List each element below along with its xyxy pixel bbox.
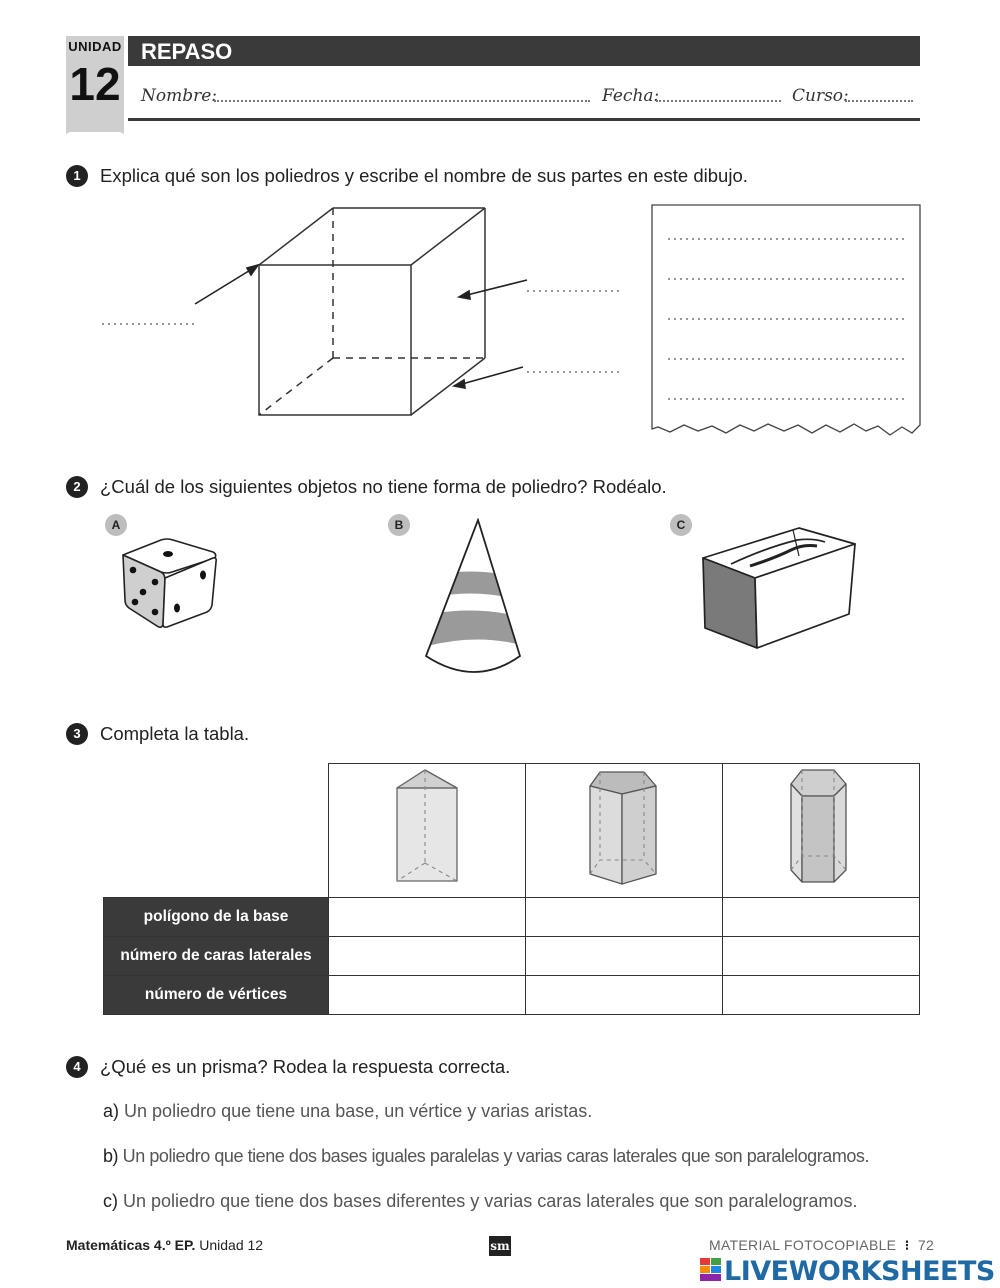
torn-paper-note: [650, 203, 922, 439]
liveworksheets-watermark: LIVEWORKSHEETS: [724, 1256, 995, 1287]
dice-icon[interactable]: [115, 530, 225, 630]
answer-text: Un poliedro que tiene dos bases iguales paralelas y varias caras laterales que son paralelogramos.: [122, 1146, 870, 1166]
option-a-badge[interactable]: A: [105, 514, 127, 536]
question-3-text: Completa la tabla.: [100, 723, 250, 744]
question-4-text: ¿Qué es un prisma? Rodea la respuesta correcta.: [100, 1056, 511, 1077]
page-title: REPASO: [141, 39, 233, 64]
table-corner: [104, 764, 329, 898]
option-c-badge[interactable]: C: [670, 514, 692, 536]
publisher-logo: sm: [489, 1236, 511, 1256]
row-header-vertices: número de vértices: [104, 976, 329, 1015]
unit-number: 12: [69, 58, 121, 110]
answer-letter: b): [103, 1146, 119, 1166]
tissue-box-icon[interactable]: [695, 520, 860, 652]
cone-icon[interactable]: [420, 518, 525, 684]
page-number: 72: [917, 1237, 935, 1253]
figure-cell-1: [329, 764, 526, 898]
footer-copy-note: MATERIAL FOTOCOPIABLE: [709, 1237, 897, 1253]
course-label: Curso:: [792, 86, 849, 106]
unit-tab-notch: [66, 116, 124, 134]
answer-letter: c): [103, 1191, 118, 1211]
answer-text: Un poliedro que tiene dos bases diferentes y varias caras laterales que son paralelogramos.: [123, 1191, 858, 1211]
answer-cell[interactable]: [526, 898, 723, 937]
cube-drawing: [95, 200, 635, 425]
date-label: Fecha:: [602, 86, 660, 106]
table-figure-row: [104, 764, 920, 898]
answer-text: Un poliedro que tiene una base, un vértice y varias aristas.: [124, 1101, 593, 1121]
question-4-number: 4: [66, 1056, 88, 1078]
figure-cell-2: [526, 764, 723, 898]
answer-cell[interactable]: [329, 898, 526, 937]
row-header-lateral-faces: número de caras laterales: [104, 937, 329, 976]
date-field[interactable]: [656, 100, 781, 102]
question-1-text: Explica qué son los poliedros y escribe el nombre de sus partes en este dibujo.: [100, 165, 748, 186]
table-row: [104, 937, 920, 976]
liveworksheets-logo-icon: [700, 1258, 722, 1282]
name-field[interactable]: [214, 100, 590, 102]
title-bar: [128, 36, 920, 66]
answer-option-c[interactable]: [103, 1189, 857, 1213]
footer-book-title: Matemáticas 4.º EP.: [66, 1237, 196, 1253]
question-3-number: 3: [66, 723, 88, 745]
table-row: [104, 976, 920, 1015]
footer-book-info: [66, 1237, 263, 1253]
question-1-number: 1: [66, 165, 88, 187]
name-label: Nombre:: [141, 86, 218, 106]
table-row: [104, 898, 920, 937]
question-2-number: 2: [66, 476, 88, 498]
answer-cell[interactable]: [723, 898, 920, 937]
header-rule: [128, 118, 920, 121]
answer-cell[interactable]: [723, 937, 920, 976]
answer-cell[interactable]: [723, 976, 920, 1015]
footer-copy-info: MATERIAL FOTOCOPIABLE ⁝ 72: [709, 1237, 935, 1253]
answer-option-a[interactable]: [103, 1099, 592, 1123]
properties-table: [103, 763, 920, 1015]
option-b-badge[interactable]: B: [388, 514, 410, 536]
answer-cell[interactable]: [329, 976, 526, 1015]
pentagonal-prism-icon: [584, 768, 664, 888]
triangular-prism-icon: [387, 768, 467, 888]
row-header-base-polygon: polígono de la base: [104, 898, 329, 937]
question-2-text: ¿Cuál de los siguientes objetos no tiene forma de poliedro? Rodéalo.: [100, 476, 667, 497]
answer-letter: a): [103, 1101, 120, 1121]
figure-cell-3: [723, 764, 920, 898]
answer-option-b[interactable]: [103, 1144, 869, 1168]
hexagonal-prism-icon: [786, 768, 856, 888]
unit-label: UNIDAD: [68, 39, 122, 54]
course-field[interactable]: [845, 100, 913, 102]
answer-cell[interactable]: [329, 937, 526, 976]
answer-cell[interactable]: [526, 937, 723, 976]
footer-unit: Unidad 12: [199, 1237, 264, 1253]
answer-cell[interactable]: [526, 976, 723, 1015]
